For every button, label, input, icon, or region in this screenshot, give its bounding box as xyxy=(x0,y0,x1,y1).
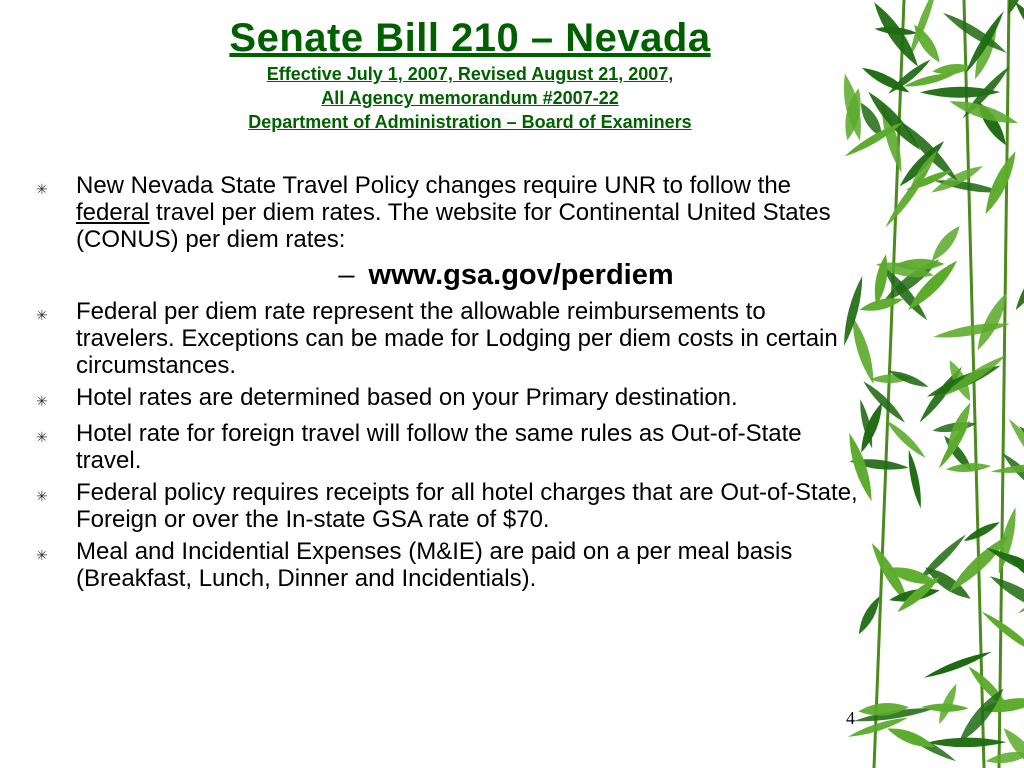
bullet-1-text-start: New Nevada State Travel Policy changes require UNR to follow the xyxy=(76,172,792,199)
bullet-1-text-end: travel per diem rates. The website for Continental United States (CONUS) per diem rates: xyxy=(76,199,831,253)
bamboo-leaf xyxy=(945,462,991,474)
bamboo-leaf xyxy=(928,223,964,265)
bullet-item-3 xyxy=(36,384,866,415)
sub-item-url xyxy=(36,258,866,292)
bamboo-leaf xyxy=(980,149,1021,217)
asterisk-icon: ✳ xyxy=(36,393,48,409)
subtitle-line-2: All Agency memorandum #2007-22 xyxy=(321,88,619,108)
asterisk-icon: ✳ xyxy=(36,429,48,445)
asterisk-icon: ✳ xyxy=(36,547,48,563)
bullet-item-5 xyxy=(36,479,866,533)
bamboo-leaf xyxy=(921,703,969,712)
bullet-text-2: Federal per diem rate represent the allowable reimbursements to travelers. Exceptions can be made for Lodging per diem costs in certain circumstances. xyxy=(76,298,838,379)
slide-title: Senate Bill 210 – Nevada xyxy=(229,16,711,60)
asterisk-icon: ✳ xyxy=(36,307,48,323)
bullet-text-4: Hotel rate for foreign travel will follow the same rules as Out-of-State travel. xyxy=(76,420,802,474)
bullet-item-1 xyxy=(36,172,866,253)
subtitle-line-3: Department of Administration – Board of Examiners xyxy=(248,112,692,132)
bamboo-leaf xyxy=(1004,415,1024,489)
dash-marker: – xyxy=(338,259,355,291)
asterisk-icon: ✳ xyxy=(36,181,48,197)
gsa-url-text: www.gsa.gov/perdiem xyxy=(368,259,674,291)
asterisk-icon: ✳ xyxy=(36,488,48,504)
bamboo-leaf xyxy=(886,57,933,97)
bamboo-leaf xyxy=(883,417,928,461)
title-block xyxy=(90,14,850,134)
bullet-item-2 xyxy=(36,298,866,379)
bullet-text-3: Hotel rates are determined based on your Primary destination. xyxy=(76,384,738,411)
bamboo-leaf xyxy=(1011,255,1024,313)
page-number: 4 xyxy=(846,708,855,728)
bullet-text-5: Federal policy requires receipts for all hotel charges that are Out-of-State, Foreign or over the In-state GSA rate of $70. xyxy=(76,479,858,533)
bullet-text-1 xyxy=(76,172,866,253)
bamboo-leaf xyxy=(926,737,1006,747)
subtitle-line-1: Effective July 1, 2007, Revised August 21, 2007, xyxy=(266,64,674,84)
bullet-list xyxy=(36,172,866,597)
bamboo-leaf xyxy=(987,571,1024,620)
bamboo-leaf xyxy=(962,519,1002,545)
federal-underlined: federal xyxy=(76,199,150,226)
bullet-item-6 xyxy=(36,538,866,592)
bullet-item-4 xyxy=(36,420,866,474)
bullet-text-6: Meal and Incidential Expenses (M&IE) are paid on a per meal basis (Breakfast, Lunch, Dinner and Incidentials). xyxy=(76,538,793,592)
bamboo-leaf xyxy=(940,9,1009,57)
bamboo-leaf xyxy=(905,449,924,509)
